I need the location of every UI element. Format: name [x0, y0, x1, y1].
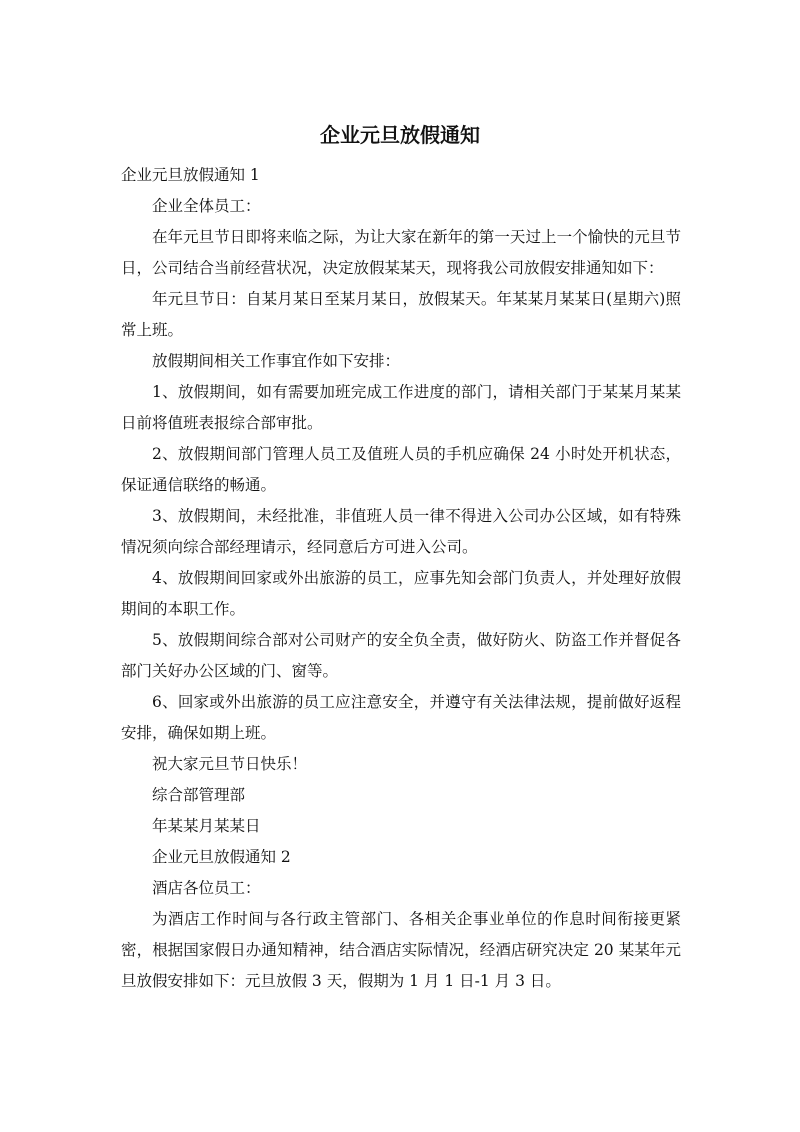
arrangement-item-4: 4、放假期间回家或外出旅游的员工，应事先知会部门负责人，并处理好放假期间的本职工作。 [121, 569, 681, 618]
arrangement-item-5: 5、放假期间综合部对公司财产的安全负全责，做好防火、防盗工作并督促各部门关好办公区域的门、窗等。 [121, 631, 681, 680]
intro-paragraph: 在年元旦节日即将来临之际，为让大家在新年的第一天过上一个愉快的元旦节日，公司结合当前经营状况，决定放假某某天，现将我公司放假安排通知如下： [121, 228, 681, 277]
signature-date: 年某某月某某日 [152, 817, 261, 835]
document-body [121, 160, 681, 997]
holiday-dates-paragraph: 年元旦节日：自某月某日至某月某日，放假某天。年某某月某某日(星期六)照常上班。 [121, 290, 681, 339]
salutation-2: 酒店各位员工： [152, 879, 261, 897]
arrangement-item-3: 3、放假期间，未经批准，非值班人员一律不得进入公司办公区域，如有特殊情况须向综合部经理请示，经同意后方可进入公司。 [121, 507, 681, 556]
arrangement-item-6: 6、回家或外出旅游的员工应注意安全，并遵守有关法律法规，提前做好返程安排，确保如期上班。 [121, 693, 681, 742]
arrangements-heading: 放假期间相关工作事宜作如下安排： [152, 352, 401, 370]
section-heading-2: 企业元旦放假通知 2 [152, 848, 291, 866]
notice-2-paragraph: 为酒店工作时间与各行政主管部门、各相关企事业单位的作息时间衔接更紧密，根据国家假日办通知精神，结合酒店实际情况，经酒店研究决定 20 某某年元旦放假安排如下：元旦放假 3 天，假期为 1 月 1 日-1 月 3 日。 [121, 910, 681, 990]
document-title: 企业元旦放假通知 [320, 123, 480, 147]
section-heading-1: 企业元旦放假通知 1 [121, 166, 260, 184]
closing-greeting: 祝大家元旦节日快乐！ [152, 755, 308, 773]
arrangement-item-2: 2、放假期间部门管理人员工及值班人员的手机应确保 24 小时处开机状态，保证通信联络的畅通。 [121, 445, 681, 494]
signature-department: 综合部管理部 [152, 786, 246, 804]
arrangement-item-1: 1、放假期间，如有需要加班完成工作进度的部门，请相关部门于某某月某某日前将值班表报综合部审批。 [121, 383, 681, 432]
salutation: 企业全体员工： [152, 197, 261, 215]
